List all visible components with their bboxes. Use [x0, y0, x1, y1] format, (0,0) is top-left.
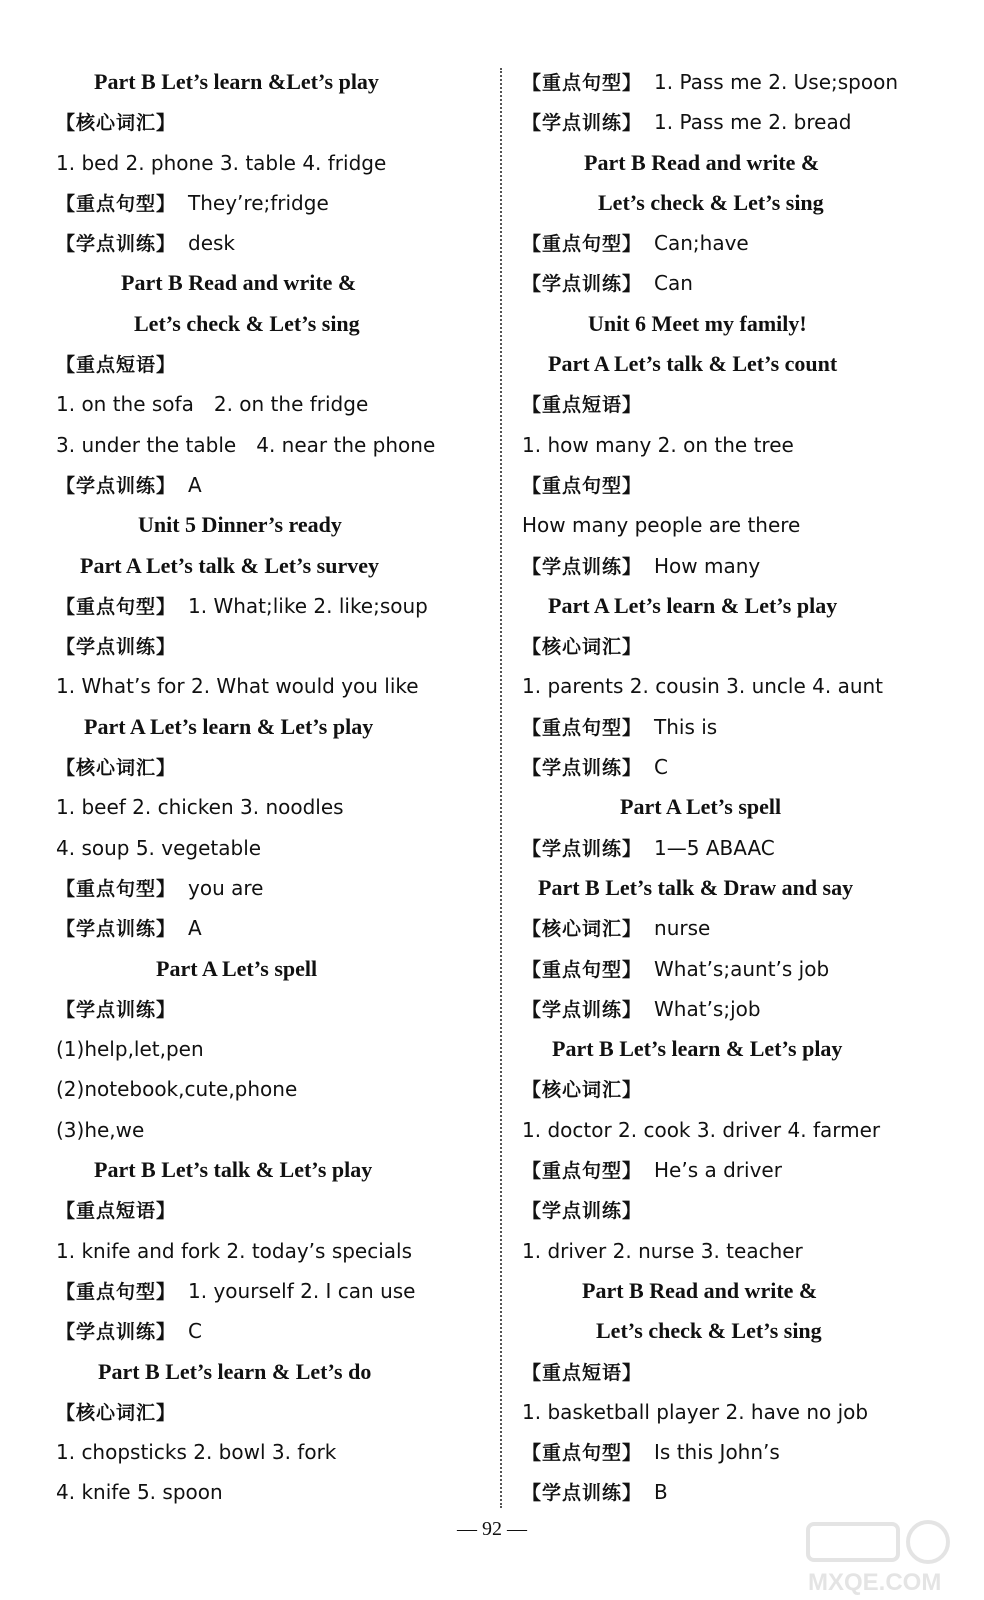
answer-line: [56, 183, 481, 223]
answer-line: [522, 1150, 952, 1190]
answer-line: 1. doctor 2. cook 3. driver 4. farmer: [522, 1117, 881, 1142]
answer-text: B: [654, 1480, 668, 1505]
tag-label: 【重点句型】: [522, 233, 643, 256]
answer-text: He’s a driver: [654, 1158, 782, 1183]
tag-line: [56, 344, 481, 384]
answer-line: [522, 102, 952, 142]
tag-label: 【学点训练】: [522, 555, 643, 578]
section-heading: Part A Let’s learn & Let’s play: [548, 592, 838, 618]
answer-line: [56, 223, 481, 263]
tag-line: [522, 1352, 952, 1392]
watermark-logo: [800, 1516, 960, 1596]
answer-line: [522, 1472, 952, 1512]
answer-text: 2. on the fridge: [213, 392, 369, 417]
unit-heading: Unit 6 Meet my family!: [588, 310, 807, 336]
answer-line: [56, 384, 481, 424]
tag-label: 【学点训练】: [522, 998, 643, 1021]
column-divider: [500, 68, 502, 1508]
right-column: [522, 62, 952, 1513]
answer-line: [56, 1271, 481, 1311]
answer-line: 1. bed 2. phone 3. table 4. fridge: [56, 150, 387, 175]
tag-label: 【重点短语】: [56, 1200, 177, 1223]
tag-line: [56, 102, 481, 142]
section-heading: Part A Let’s talk & Let’s survey: [80, 552, 379, 578]
answer-text: 1. What;like 2. like;soup: [188, 593, 428, 618]
tag-line: [522, 384, 952, 424]
answer-text: 3. under the table: [56, 432, 237, 457]
tag-label: 【重点句型】: [522, 716, 643, 739]
answer-text: Is this John’s: [654, 1440, 780, 1465]
tag-line: [56, 1392, 481, 1432]
section-heading: Let’s check & Let’s sing: [134, 310, 360, 336]
section-heading: Part A Let’s talk & Let’s count: [548, 351, 838, 377]
answer-line: [522, 546, 952, 586]
answer-text: desk: [188, 231, 236, 256]
tag-label: 【重点句型】: [522, 1442, 643, 1465]
answer-text: C: [654, 755, 668, 780]
tag-label: 【学点训练】: [522, 757, 643, 780]
answer-line: [56, 465, 481, 505]
tag-line: [522, 626, 952, 666]
tag-line: [56, 989, 481, 1029]
tag-label: 【学点训练】: [56, 1321, 177, 1344]
answer-text: you are: [188, 875, 264, 900]
tag-label: 【重点短语】: [522, 1361, 643, 1384]
answer-line: 1. What’s for 2. What would you like: [56, 674, 419, 699]
tag-label: 【学点训练】: [522, 1482, 643, 1505]
answer-text: C: [188, 1319, 202, 1344]
tag-label: 【重点句型】: [522, 1160, 643, 1183]
answer-line: 1. parents 2. cousin 3. uncle 4. aunt: [522, 674, 884, 699]
answer-line: [522, 949, 952, 989]
answer-text: 1. Pass me 2. Use;spoon: [654, 70, 899, 94]
tag-label: 【重点句型】: [56, 595, 177, 618]
answer-text: nurse: [654, 916, 711, 941]
answer-text: 1. Pass me 2. bread: [654, 110, 852, 135]
answer-line: [522, 223, 952, 263]
tag-label: 【重点句型】: [522, 72, 643, 94]
section-heading: Let’s check & Let’s sing: [598, 189, 824, 215]
section-heading: Let’s check & Let’s sing: [596, 1318, 822, 1344]
tag-label: 【学点训练】: [56, 998, 177, 1021]
answer-line: [522, 989, 952, 1029]
answer-line: 1. driver 2. nurse 3. teacher: [522, 1238, 803, 1263]
tag-label: 【学点训练】: [522, 273, 643, 296]
answer-line: [522, 263, 952, 303]
answer-line: [522, 707, 952, 747]
section-heading: Part A Let’s learn & Let’s play: [84, 713, 374, 739]
tag-label: 【核心词汇】: [56, 757, 177, 780]
tag-label: 【重点句型】: [522, 958, 643, 981]
answer-text: A: [188, 472, 202, 497]
section-heading: Part B Read and write &: [121, 270, 357, 296]
unit-heading: Unit 5 Dinner’s ready: [138, 512, 342, 538]
tag-label: 【重点短语】: [56, 354, 177, 377]
tag-label: 【学点训练】: [56, 918, 177, 941]
tag-line: [56, 626, 481, 666]
left-column: [56, 62, 481, 1513]
section-heading: Part A Let’s spell: [620, 794, 782, 820]
answer-line: [56, 425, 481, 465]
tag-line: [522, 465, 952, 505]
tag-label: 【核心词汇】: [56, 112, 177, 135]
section-heading: Part B Let’s learn & Let’s play: [552, 1036, 843, 1062]
answer-line: (1)help,let,pen: [56, 1037, 204, 1062]
answer-line: 4. soup 5. vegetable: [56, 835, 262, 860]
answer-text: How many: [654, 553, 761, 578]
answer-line: [56, 1311, 481, 1351]
answer-text: A: [188, 916, 202, 941]
section-heading: Part B Let’s talk & Draw and say: [538, 874, 854, 900]
answer-line: 1. chopsticks 2. bowl 3. fork: [56, 1440, 337, 1465]
answer-line: How many people are there: [522, 513, 801, 538]
answer-line: 1. basketball player 2. have no job: [522, 1399, 869, 1424]
svg-text:MXQE.COM: MXQE.COM: [808, 1569, 942, 1596]
tag-label: 【学点训练】: [56, 636, 177, 659]
tag-label: 【学点训练】: [522, 112, 643, 135]
tag-label: 【学点训练】: [522, 837, 643, 860]
tag-label: 【重点句型】: [56, 192, 177, 215]
answer-text: 1. on the sofa: [56, 392, 194, 417]
answer-text: What’s;job: [654, 996, 761, 1021]
tag-label: 【核心词汇】: [522, 1079, 643, 1102]
answer-line: 1. how many 2. on the tree: [522, 432, 794, 457]
tag-label: 【重点句型】: [56, 1280, 177, 1303]
tag-label: 【重点句型】: [522, 474, 643, 497]
section-heading: Part B Read and write &: [582, 1277, 818, 1303]
answer-line: [522, 828, 952, 868]
answer-line: 1. knife and fork 2. today’s specials: [56, 1238, 413, 1263]
tag-label: 【核心词汇】: [56, 1401, 177, 1424]
answer-line: [522, 747, 952, 787]
tag-label: 【学点训练】: [522, 1200, 643, 1223]
answer-text: 1—5 ABAAC: [654, 835, 775, 860]
answer-text: 1. yourself 2. I can use: [188, 1278, 416, 1303]
answer-text: They’re;fridge: [188, 190, 329, 215]
tag-label: 【核心词汇】: [522, 636, 643, 659]
answer-text: What’s;aunt’s job: [654, 956, 830, 981]
section-heading: Part B Let’s learn &Let’s play: [94, 69, 379, 94]
tag-label: 【学点训练】: [56, 233, 177, 256]
answer-line: [522, 908, 952, 948]
tag-line: [522, 1190, 952, 1230]
answer-line: [522, 1432, 952, 1472]
section-heading: Part B Let’s learn & Let’s do: [98, 1358, 372, 1384]
tag-line: [56, 747, 481, 787]
tag-line: [522, 1069, 952, 1109]
answer-line: [56, 586, 481, 626]
section-heading: Part B Read and write &: [584, 149, 820, 175]
tag-label: 【重点短语】: [522, 394, 643, 417]
answer-text: Can: [654, 271, 693, 296]
tag-line: [56, 1190, 481, 1230]
answer-line: [56, 868, 481, 908]
answer-line: (2)notebook,cute,phone: [56, 1077, 298, 1102]
answer-line: [56, 908, 481, 948]
answer-line: 1. beef 2. chicken 3. noodles: [56, 795, 344, 820]
answer-line: 4. knife 5. spoon: [56, 1480, 223, 1505]
section-heading: Part A Let’s spell: [156, 955, 318, 981]
answer-text: 4. near the phone: [256, 432, 436, 457]
tag-label: 【核心词汇】: [522, 918, 643, 941]
tag-label: 【重点句型】: [56, 877, 177, 900]
page-number: — 92 —: [457, 1518, 527, 1540]
answer-line: [522, 62, 952, 102]
section-heading: Part B Let’s talk & Let’s play: [94, 1157, 373, 1183]
answer-line: (3)he,we: [56, 1117, 145, 1142]
tag-label: 【学点训练】: [56, 474, 177, 497]
answer-text: This is: [654, 714, 718, 739]
answer-text: Can;have: [654, 231, 749, 256]
